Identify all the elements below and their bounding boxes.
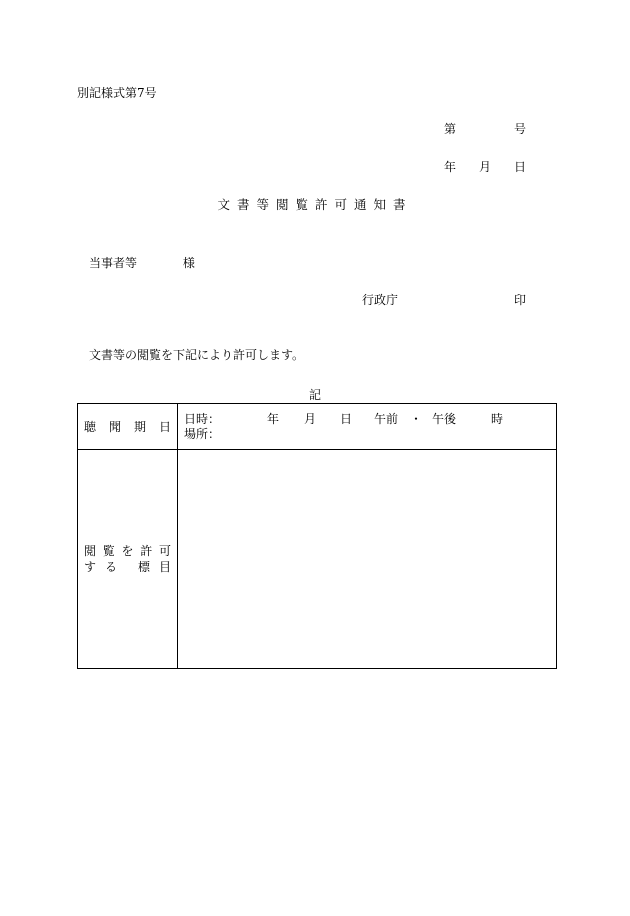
label-char: 日: [158, 420, 171, 434]
label-char: る: [104, 560, 117, 574]
issuer-agency: 行政庁: [362, 293, 399, 307]
label-char: 標: [137, 560, 150, 574]
date-month: 月: [479, 160, 492, 174]
label-char: 目: [158, 560, 171, 574]
label-char: 聞: [108, 420, 121, 434]
label-char: 可: [158, 544, 171, 558]
datetime-hour: 時: [491, 411, 504, 426]
label-char: 許: [140, 544, 153, 558]
datetime-dot: ・: [410, 411, 423, 426]
hearing-date-row: [78, 404, 557, 450]
label-char: 閲: [84, 544, 97, 558]
datetime-day: 日: [340, 411, 353, 426]
documents-value[interactable]: [178, 450, 557, 669]
datetime-label: 日時：: [184, 411, 221, 426]
label-char: 覧: [102, 544, 115, 558]
addressee-party: 当事者等: [89, 256, 138, 270]
documents-row: [78, 450, 557, 669]
issuer-seal: 印: [514, 293, 527, 307]
datetime-line: [184, 412, 550, 427]
datetime-pm: 午後: [432, 411, 457, 426]
documents-label: [78, 450, 178, 669]
datetime-am: 午前: [374, 411, 399, 426]
label-char: す: [84, 560, 97, 574]
body-text: 文書等の閲覧を下記により許可します。: [89, 348, 305, 362]
doc-number-suffix: 号: [514, 122, 527, 136]
permission-table: [77, 403, 557, 669]
hearing-date-value[interactable]: [178, 404, 557, 450]
document-title: 文書等閲覧許可通知書: [217, 197, 413, 212]
label-char: 聴: [84, 420, 97, 434]
date-year: 年: [444, 160, 457, 174]
ki-heading: 記: [308, 388, 321, 402]
place-label: 場所：: [184, 426, 221, 441]
datetime-month: 月: [304, 411, 317, 426]
label-char: 期: [133, 420, 146, 434]
hearing-date-label: [78, 404, 178, 450]
label-char: を: [121, 544, 134, 558]
date-day: 日: [514, 160, 527, 174]
form-number: 別記様式第7号: [77, 86, 157, 100]
place-line: [184, 427, 550, 442]
doc-number-prefix: 第: [444, 122, 457, 136]
addressee-honorific: 様: [182, 256, 195, 270]
datetime-year: 年: [267, 411, 280, 426]
addressee: [89, 256, 195, 270]
